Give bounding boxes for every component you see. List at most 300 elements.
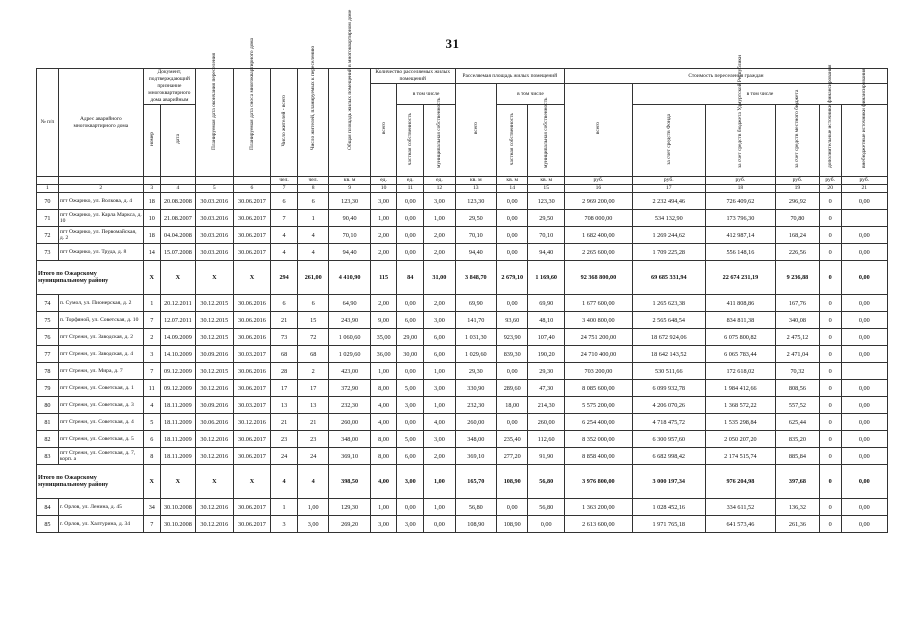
table-cell: 2 969 200,00 (564, 193, 632, 210)
column-number: 12 (424, 185, 456, 193)
table-cell: 214,30 (528, 397, 564, 414)
unit-cell (37, 177, 59, 185)
table-cell: 35,00 (370, 329, 397, 346)
unit-cell: ед. (397, 177, 424, 185)
table-cell: 1 363 200,00 (564, 499, 632, 516)
table-cell: 2,00 (424, 295, 456, 312)
table-cell: 15 (297, 312, 329, 329)
table-cell: 30.12.2016 (195, 448, 233, 465)
table-cell: 260,00 (455, 414, 496, 431)
table-cell: 1 368 572,22 (705, 397, 775, 414)
table-cell: 123,30 (528, 193, 564, 210)
table-cell: 0 (819, 448, 841, 465)
table-cell: 6 682 998,42 (632, 448, 705, 465)
total-cell: 4 410,90 (329, 261, 370, 295)
table-cell: 726 409,62 (705, 193, 775, 210)
table-cell: 30.03.2016 (195, 227, 233, 244)
total-cell: 3 976 800,00 (564, 465, 632, 499)
table-cell: 834 811,38 (705, 312, 775, 329)
table-cell: 173 796,30 (705, 210, 775, 227)
table-cell: 0,00 (397, 414, 424, 431)
table-cell: 2,00 (424, 244, 456, 261)
address-cell: пгт Стрежн, ул. Мира, д. 7 (58, 363, 143, 380)
total-row (37, 465, 888, 499)
table-cell: 0,00 (841, 499, 887, 516)
table-cell: 3 (271, 516, 298, 533)
column-number: 16 (564, 185, 632, 193)
table-cell: 56,80 (455, 499, 496, 516)
total-cell: 0,00 (841, 465, 887, 499)
table-cell: 70,80 (776, 210, 820, 227)
total-cell: X (160, 261, 195, 295)
header-area-total-sub: всего (455, 84, 496, 177)
table-cell: 0,00 (841, 397, 887, 414)
address-cell: п. Сумол, ул. Пионерская, д. 2 (58, 295, 143, 312)
table-cell: 0,00 (496, 414, 528, 431)
row-number: 82 (37, 431, 59, 448)
table-cell (841, 363, 887, 380)
table-cell: 167,76 (776, 295, 820, 312)
table-cell: 369,10 (329, 448, 370, 465)
table-cell: 72 (297, 329, 329, 346)
table-cell: 369,10 (455, 448, 496, 465)
column-number: 8 (297, 185, 329, 193)
table-cell: 30.12.2016 (195, 431, 233, 448)
table-cell: 73 (271, 329, 298, 346)
table-cell: 0,00 (496, 295, 528, 312)
table-cell: 0 (819, 210, 841, 227)
table-cell: 3,00 (424, 431, 456, 448)
table-cell: 30.09.2016 (195, 346, 233, 363)
table-cell: 1,00 (370, 363, 397, 380)
header-area-municipal: муниципальная собственность (528, 105, 564, 177)
header-doc-number: номер (143, 105, 160, 177)
table-row (37, 227, 888, 244)
unit-cell: ед. (424, 177, 456, 185)
table-row (37, 397, 888, 414)
total-cell: 3 848,70 (455, 261, 496, 295)
table-cell: 18.11.2009 (160, 448, 195, 465)
header-cost-total: всего (564, 84, 632, 177)
table-cell: 2 (143, 329, 160, 346)
address-cell: пгт Ожарнко, ул. Первомайская, д. 2 (58, 227, 143, 244)
table-cell: 48,10 (528, 312, 564, 329)
table-cell: 17 (271, 380, 298, 397)
table-cell: 289,60 (496, 380, 528, 397)
table-cell: 534 132,90 (632, 210, 705, 227)
column-number: 10 (370, 185, 397, 193)
table-cell: 6 099 932,78 (632, 380, 705, 397)
table-cell: 6 254 400,00 (564, 414, 632, 431)
table-cell: 5 (143, 414, 160, 431)
table-cell: 30.06.2017 (233, 244, 271, 261)
table-cell: 70,10 (528, 227, 564, 244)
header-doc-group: Документ, подтверждающий признание многоквартирного дома аварийным (143, 69, 195, 105)
table-cell: 04.04.2008 (160, 227, 195, 244)
table-cell: 30,00 (397, 346, 424, 363)
table-cell: 10 (143, 210, 160, 227)
table-cell: 1 060,60 (329, 329, 370, 346)
total-cell: X (143, 465, 160, 499)
table-cell: 64,90 (329, 295, 370, 312)
table-cell: 1 (271, 499, 298, 516)
table-cell: 6 (143, 431, 160, 448)
table-cell: 1,00 (424, 363, 456, 380)
total-cell: 92 368 800,00 (564, 261, 632, 295)
table-cell: 2 232 494,46 (632, 193, 705, 210)
table-cell: 0,00 (397, 193, 424, 210)
table-cell: 69,90 (455, 295, 496, 312)
address-cell: пгт Стрежн, ул. Советская, д. 5 (58, 431, 143, 448)
row-number: 77 (37, 346, 59, 363)
table-cell: 708 000,00 (564, 210, 632, 227)
table-cell: 24 (297, 448, 329, 465)
table-cell: 30.09.2016 (195, 397, 233, 414)
table-cell: 11 (143, 380, 160, 397)
table-cell: 0,00 (841, 244, 887, 261)
row-number: 79 (37, 380, 59, 397)
header-area-total: Общая площадь жилых помещений в многоквартирном доме (329, 69, 370, 177)
table-cell: 243,90 (329, 312, 370, 329)
table-cell: 0,00 (841, 193, 887, 210)
column-number: 9 (329, 185, 370, 193)
row-number: 72 (37, 227, 59, 244)
column-number: 15 (528, 185, 564, 193)
table-cell: 330,90 (455, 380, 496, 397)
table-cell: 0 (819, 244, 841, 261)
table-cell: 0 (819, 414, 841, 431)
total-cell: 69 685 331,94 (632, 261, 705, 295)
table-cell: 0,00 (424, 516, 456, 533)
table-cell: 141,70 (455, 312, 496, 329)
table-cell: 0 (819, 346, 841, 363)
header-area-group: Расселяемая площадь жилых помещений (455, 69, 564, 84)
table-cell: 0 (819, 193, 841, 210)
table-cell: 70,10 (455, 227, 496, 244)
table-cell: 94,40 (455, 244, 496, 261)
header-cost-extrabudget: внебюджетные источники финансирования (841, 105, 887, 177)
total-cell: X (195, 261, 233, 295)
row-number: 85 (37, 516, 59, 533)
total-cell: X (233, 465, 271, 499)
table-cell: 0,00 (397, 227, 424, 244)
units-row (37, 177, 888, 185)
table-cell: 90,40 (329, 210, 370, 227)
table-cell: 15.07.2008 (160, 244, 195, 261)
total-cell: 261,00 (297, 261, 329, 295)
table-cell: 8 858 400,00 (564, 448, 632, 465)
column-number: 17 (632, 185, 705, 193)
unit-cell: кв. м (455, 177, 496, 185)
table-cell: 0,00 (397, 363, 424, 380)
total-cell: 398,50 (329, 465, 370, 499)
table-cell: 885,84 (776, 448, 820, 465)
table-cell: 226,56 (776, 244, 820, 261)
table-cell: 30.12.2015 (195, 295, 233, 312)
total-cell: 22 674 231,19 (705, 261, 775, 295)
row-number: 70 (37, 193, 59, 210)
table-row (37, 210, 888, 227)
address-cell: г. Орлов, ул. Халтурина, д. 34 (58, 516, 143, 533)
table-cell: 839,30 (496, 346, 528, 363)
unit-cell (143, 177, 160, 185)
unit-cell (233, 177, 271, 185)
unit-cell (58, 177, 143, 185)
table-cell: 172 618,02 (705, 363, 775, 380)
table-cell: 3,00 (297, 516, 329, 533)
table-cell: 13 (271, 397, 298, 414)
table-cell: 7 (271, 210, 298, 227)
table-cell: 69,90 (528, 295, 564, 312)
table-cell: 30.06.2017 (233, 227, 271, 244)
table-cell: 1 265 623,38 (632, 295, 705, 312)
table-cell: 24 (271, 448, 298, 465)
table-cell: 8 085 600,00 (564, 380, 632, 397)
header-cost-group: Стоимость переселения граждан (564, 69, 887, 84)
table-cell: 232,30 (455, 397, 496, 414)
table-cell: 232,30 (329, 397, 370, 414)
table-cell: 09.12.2009 (160, 363, 195, 380)
table-cell (841, 210, 887, 227)
table-cell: 30.06.2017 (233, 431, 271, 448)
total-cell: 0 (819, 261, 841, 295)
address-cell: пгт Стрежн, ул. Советская, д. 1 (58, 380, 143, 397)
table-cell: 0 (819, 363, 841, 380)
header-cost-fund: за счет средств Фонда (632, 105, 705, 177)
total-cell: 2 679,10 (496, 261, 528, 295)
table-cell: 30.03.2016 (195, 210, 233, 227)
table-cell: 30.06.2017 (233, 380, 271, 397)
table-cell: 1,00 (424, 499, 456, 516)
table-cell: 8 (143, 448, 160, 465)
header-rooms-total: всего (370, 84, 397, 177)
table-cell: 2 613 600,00 (564, 516, 632, 533)
table-cell: 24 710 400,00 (564, 346, 632, 363)
table-cell: 1 (143, 295, 160, 312)
table-cell: 21 (271, 312, 298, 329)
total-cell: 165,70 (455, 465, 496, 499)
table-cell: 20.12.2011 (160, 295, 195, 312)
total-cell: 56,80 (528, 465, 564, 499)
table-cell: 30.12.2015 (195, 312, 233, 329)
table-cell: 23 (297, 431, 329, 448)
table-cell: 3,00 (397, 516, 424, 533)
total-label: Итого по Ожарскому муниципальному району (37, 261, 144, 295)
table-cell: 8 352 000,00 (564, 431, 632, 448)
total-cell: 1,00 (424, 465, 456, 499)
table-cell: 30.06.2017 (233, 516, 271, 533)
table-row (37, 244, 888, 261)
table-cell: 3,00 (370, 193, 397, 210)
table-cell: 2 265 600,00 (564, 244, 632, 261)
table-cell: 556 148,16 (705, 244, 775, 261)
table-cell: 123,30 (455, 193, 496, 210)
table-cell: 2 174 515,74 (705, 448, 775, 465)
table-cell: 0,00 (841, 448, 887, 465)
column-number: 14 (496, 185, 528, 193)
header-cost-regional: за счет средств бюджета Удмуртской Республики (705, 105, 775, 177)
table-cell: 29,30 (528, 363, 564, 380)
header-area-private: частная собственность (496, 105, 528, 177)
table-cell: 5,00 (397, 431, 424, 448)
table-cell: 0,00 (496, 363, 528, 380)
header-rooms-incl: в том числе (397, 84, 455, 105)
table-cell: 30.12.2016 (195, 380, 233, 397)
table-cell: 107,40 (528, 329, 564, 346)
table-cell: 411 808,86 (705, 295, 775, 312)
table-cell: 625,44 (776, 414, 820, 431)
table-cell: 94,40 (528, 244, 564, 261)
table-cell: 261,36 (776, 516, 820, 533)
table-cell: 7 (143, 312, 160, 329)
table-cell: 17 (297, 380, 329, 397)
table-cell: 30.06.2016 (233, 312, 271, 329)
table-cell: 123,30 (329, 193, 370, 210)
table-cell: 260,00 (528, 414, 564, 431)
table-cell: 2,00 (424, 448, 456, 465)
table-cell: 641 573,46 (705, 516, 775, 533)
table-row (37, 414, 888, 431)
column-number: 5 (195, 185, 233, 193)
unit-cell: руб. (564, 177, 632, 185)
row-number: 71 (37, 210, 59, 227)
table-cell: 0,00 (397, 244, 424, 261)
table-cell: 372,90 (329, 380, 370, 397)
row-number: 74 (37, 295, 59, 312)
table-row (37, 363, 888, 380)
table-cell: 530 511,66 (632, 363, 705, 380)
table-cell: 0 (819, 295, 841, 312)
column-number: 13 (455, 185, 496, 193)
table-cell: 557,52 (776, 397, 820, 414)
table-cell: 1 031,30 (455, 329, 496, 346)
table-cell: 1,00 (424, 210, 456, 227)
table-row (37, 295, 888, 312)
unit-cell: руб. (819, 177, 841, 185)
total-cell: 115 (370, 261, 397, 295)
resettlement-table-sheet (36, 9, 888, 533)
table-cell: 112,60 (528, 431, 564, 448)
table-cell: 1 (297, 210, 329, 227)
total-cell: 397,68 (776, 465, 820, 499)
table-cell: 0,00 (841, 312, 887, 329)
address-cell: пгт Ожарнко, ул. Труда, д. 8 (58, 244, 143, 261)
table-cell: 30.03.2017 (233, 346, 271, 363)
table-cell: 108,90 (455, 516, 496, 533)
table-row (37, 516, 888, 533)
table-cell: 277,20 (496, 448, 528, 465)
unit-cell: ед. (370, 177, 397, 185)
table-cell: 36,00 (370, 346, 397, 363)
address-cell: пгт Ожарнко, ул. Волкова, д. 4 (58, 193, 143, 210)
column-number: 6 (233, 185, 271, 193)
table-cell: 30.06.2016 (233, 329, 271, 346)
column-number: 2 (58, 185, 143, 193)
unit-cell: кв. м (496, 177, 528, 185)
header-plan-demolish: Планируемая дата сноса многоквартирного дома (233, 69, 271, 177)
address-cell: г. Орлов, ул. Ленина, д. 45 (58, 499, 143, 516)
total-cell: 108,90 (496, 465, 528, 499)
column-number: 1 (37, 185, 59, 193)
table-cell: 2,00 (370, 227, 397, 244)
table-cell: 3,00 (424, 193, 456, 210)
address-cell: п. Торфяной, ул. Советская, д. 10 (58, 312, 143, 329)
row-number: 78 (37, 363, 59, 380)
header-rooms-group: Количество расселяемых жилых помещений (370, 69, 455, 84)
unit-cell: руб. (841, 177, 887, 185)
table-cell: 0,00 (496, 193, 528, 210)
table-cell: 23 (271, 431, 298, 448)
table-cell: 30.12.2016 (195, 516, 233, 533)
table-cell: 9,00 (370, 312, 397, 329)
table-cell: 808,56 (776, 380, 820, 397)
table-row (37, 499, 888, 516)
table-cell: 334 611,52 (705, 499, 775, 516)
table-cell: 30.06.2017 (233, 210, 271, 227)
table-cell: 0,00 (841, 414, 887, 431)
table-cell: 4 (297, 227, 329, 244)
table-cell: 108,90 (496, 516, 528, 533)
resettlement-table (36, 9, 888, 533)
table-cell: 29,50 (528, 210, 564, 227)
table-cell: 0 (819, 431, 841, 448)
table-cell: 3,00 (397, 397, 424, 414)
header-plan-end: Планируемая дата окончания переселения (195, 69, 233, 177)
table-cell: 835,20 (776, 431, 820, 448)
table-cell: 0 (819, 516, 841, 533)
table-cell: 1 709 225,28 (632, 244, 705, 261)
table-cell: 0 (819, 312, 841, 329)
table-cell: 28 (271, 363, 298, 380)
table-cell: 0,00 (528, 516, 564, 533)
table-cell: 1 677 600,00 (564, 295, 632, 312)
table-cell: 3,00 (424, 312, 456, 329)
table-cell: 30.10.2008 (160, 516, 195, 533)
table-cell: 6,00 (424, 329, 456, 346)
table-cell: 0,00 (496, 499, 528, 516)
table-cell: 348,00 (329, 431, 370, 448)
table-cell: 0,00 (496, 244, 528, 261)
table-cell: 4 718 475,72 (632, 414, 705, 431)
table-cell: 14.09.2009 (160, 329, 195, 346)
table-cell: 4,00 (370, 414, 397, 431)
table-cell: 1,00 (297, 499, 329, 516)
table-row (37, 329, 888, 346)
total-cell: X (143, 261, 160, 295)
total-cell: 4 (271, 465, 298, 499)
table-cell: 0,00 (841, 431, 887, 448)
table-cell: 1 682 400,00 (564, 227, 632, 244)
column-number: 19 (776, 185, 820, 193)
total-cell: 1 169,60 (528, 261, 564, 295)
table-cell: 18.11.2009 (160, 431, 195, 448)
header-n: № п/п (37, 69, 59, 177)
table-cell: 0,00 (397, 499, 424, 516)
table-cell: 18 (143, 227, 160, 244)
unit-cell (195, 177, 233, 185)
table-body (37, 193, 888, 533)
table-cell: 235,40 (496, 431, 528, 448)
table-cell: 260,00 (329, 414, 370, 431)
table-cell: 47,30 (528, 380, 564, 397)
table-cell: 340,08 (776, 312, 820, 329)
unit-cell: чел. (297, 177, 329, 185)
table-cell: 2,00 (424, 227, 456, 244)
address-cell: пгт Стрежн, ул. Заводская, д. 4 (58, 346, 143, 363)
address-cell: пгт Стрежн, ул. Заводская, д. 2 (58, 329, 143, 346)
table-cell: 923,90 (496, 329, 528, 346)
table-cell: 1 535 298,84 (705, 414, 775, 431)
